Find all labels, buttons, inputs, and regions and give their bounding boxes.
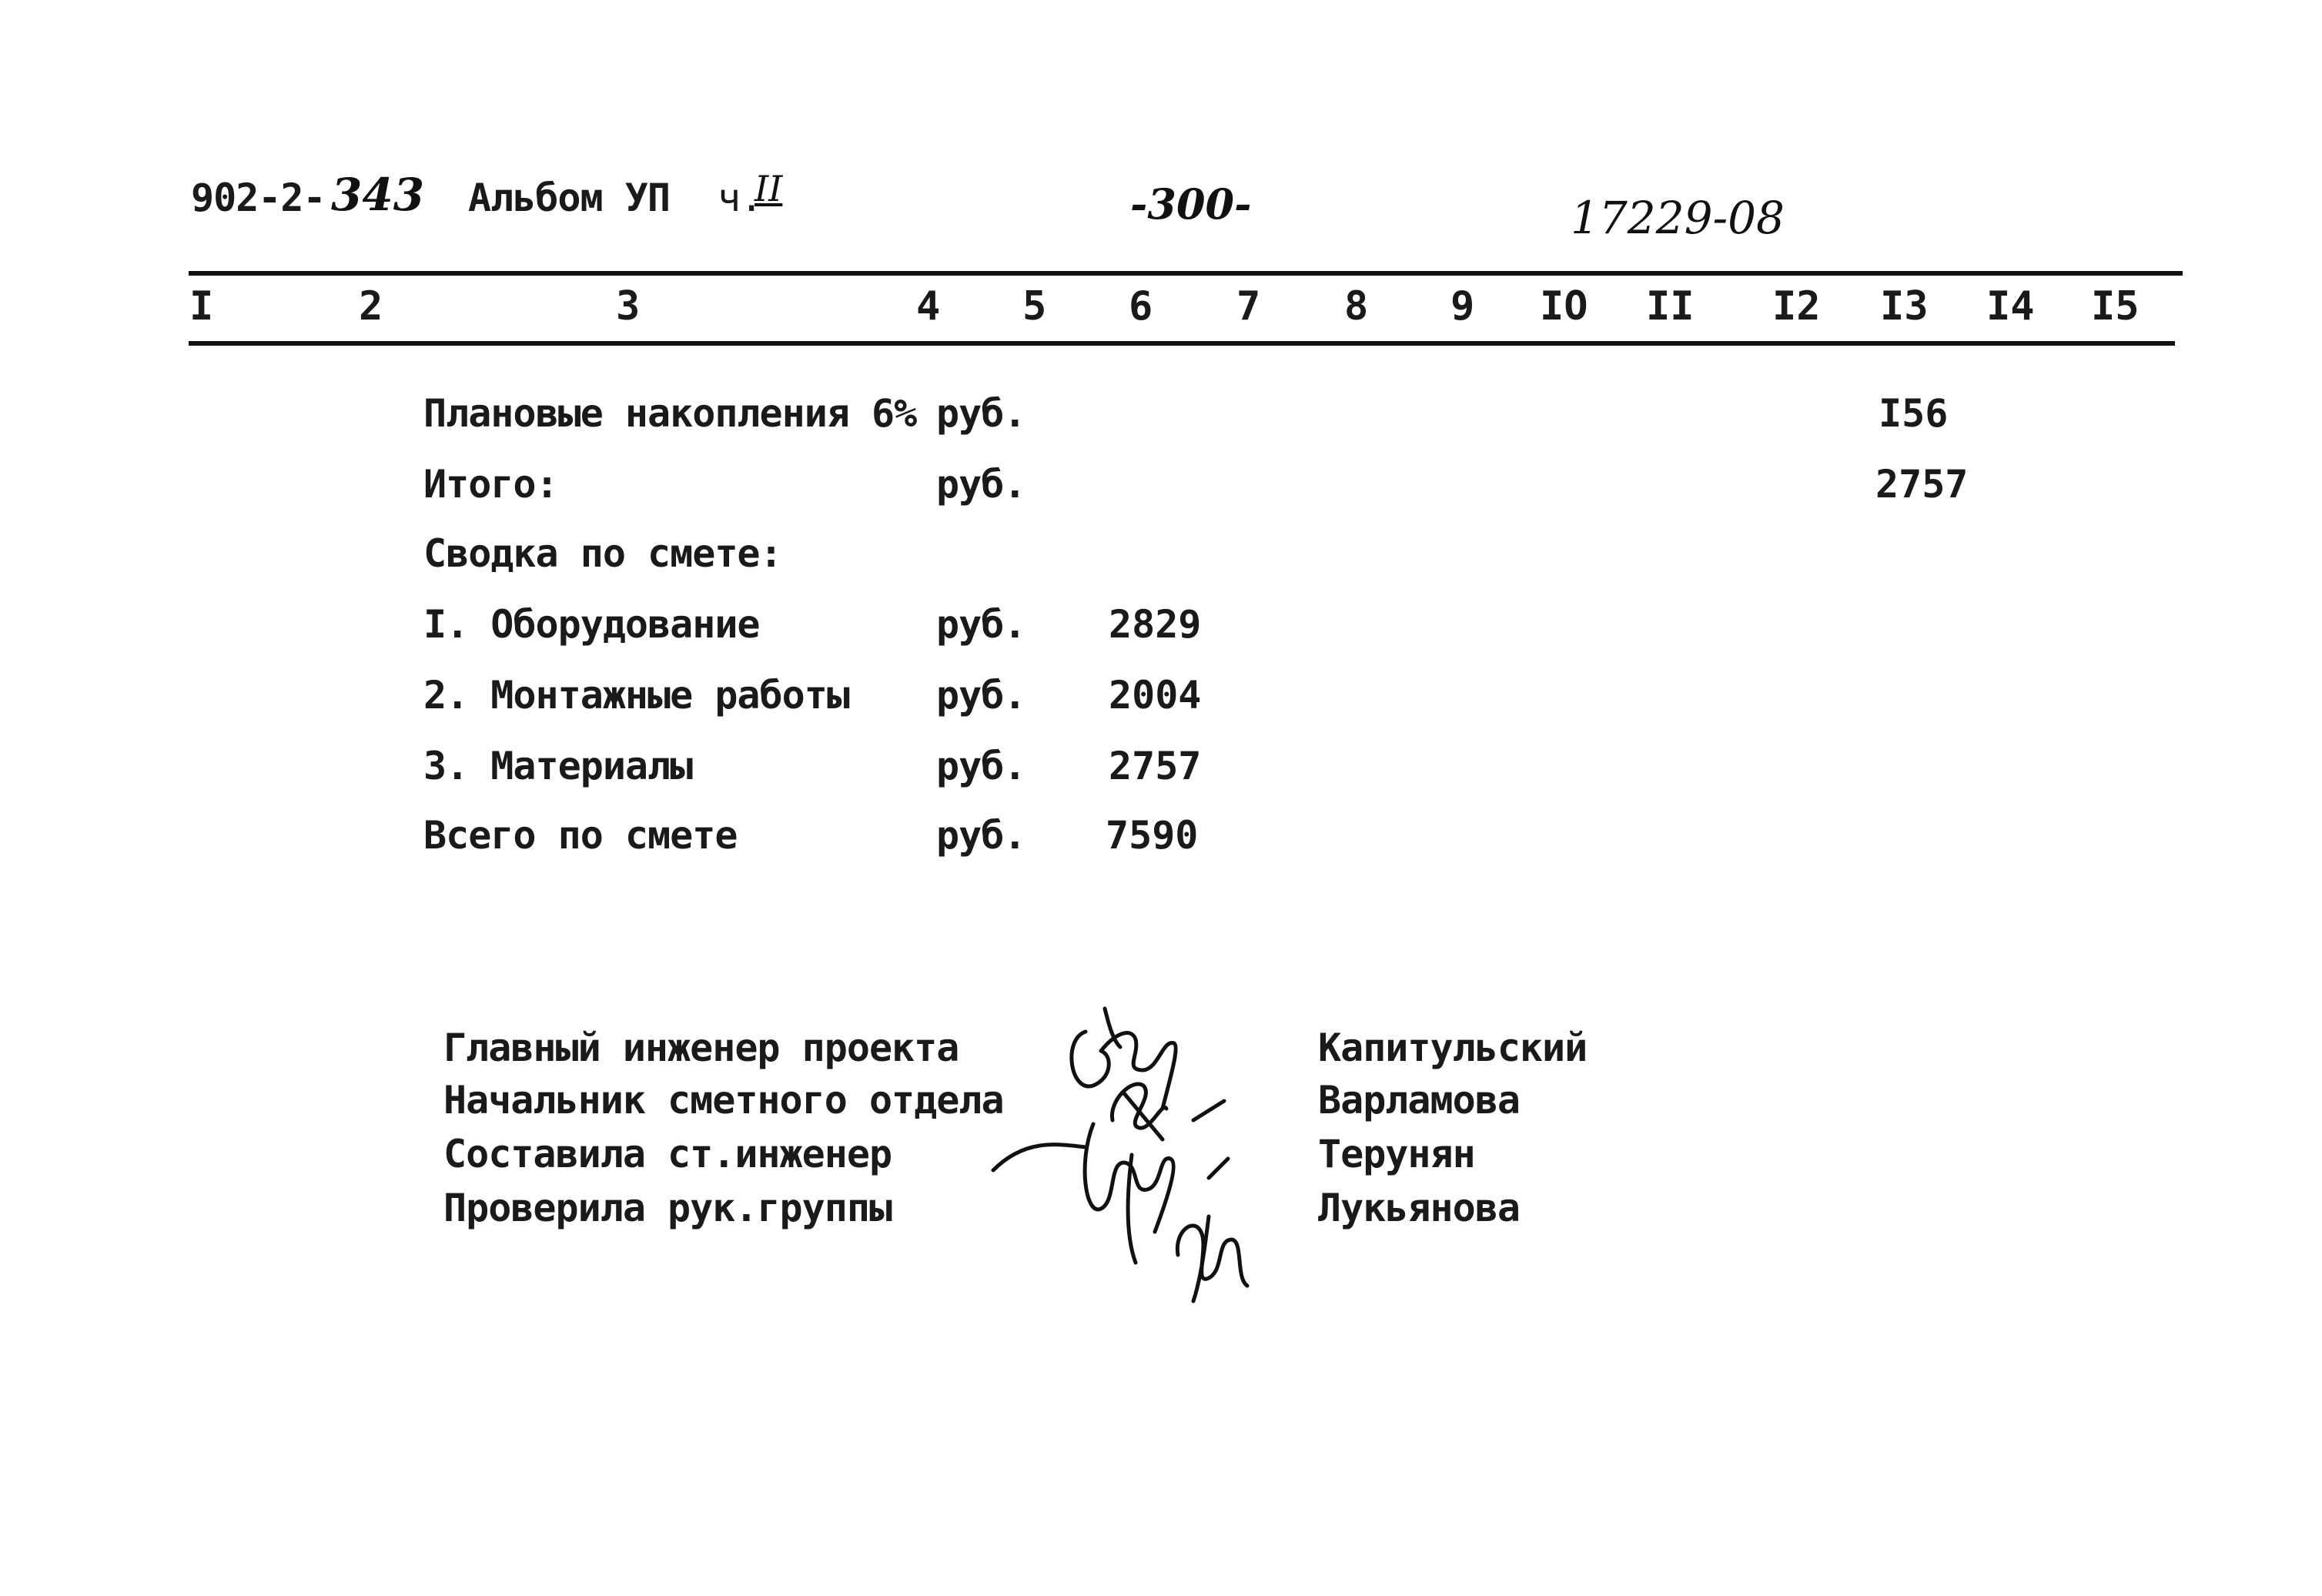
row-col6-value: 2829 — [1109, 602, 1202, 647]
row-unit: руб. — [936, 744, 1026, 788]
column-number: I4 — [1986, 283, 2035, 330]
album-label: Альбом УП — [468, 176, 670, 220]
row-col13-value: I56 — [1879, 391, 1949, 436]
row-name: I. Оборудование — [423, 602, 760, 647]
column-number: 4 — [916, 283, 941, 330]
signatory-name: Терунян — [1318, 1132, 1475, 1176]
handwritten-signatures — [978, 985, 1301, 1309]
row-unit: руб. — [936, 673, 1026, 718]
series-code: 902-2- — [191, 176, 326, 220]
column-number: 5 — [1022, 283, 1047, 330]
signatory-role: Главный инженер проекта — [443, 1026, 959, 1070]
row-name: 3. Материалы — [423, 744, 693, 788]
header-top-rule — [189, 271, 2183, 276]
row-col6-value: 2757 — [1109, 744, 1202, 788]
row-name: Плановые накопления 6% — [423, 391, 917, 436]
row-unit: руб. — [936, 391, 1026, 436]
signatory-role: Проверила рук.группы — [443, 1186, 892, 1230]
document-number-handwritten: 17229-08 — [1571, 192, 1785, 244]
column-number: 9 — [1450, 283, 1475, 330]
column-number: 2 — [359, 283, 383, 330]
column-number: IO — [1540, 283, 1588, 330]
row-name: 2. Монтажные работы — [423, 673, 849, 718]
signatory-name: Лукьянова — [1318, 1186, 1520, 1230]
signatory-name: Капитульский — [1318, 1026, 1588, 1070]
page-number-handwritten: -300- — [1130, 179, 1252, 229]
column-number: 7 — [1236, 283, 1261, 330]
row-col6-value: 7590 — [1106, 813, 1199, 858]
series-handwritten: 343 — [331, 169, 425, 221]
signatory-role: Составила ст.инженер — [443, 1132, 892, 1176]
signatory-role: Начальник сметного отдела — [443, 1078, 1004, 1123]
part-handwritten: II — [754, 168, 783, 209]
column-number: 8 — [1344, 283, 1369, 330]
row-col6-value: 2004 — [1109, 673, 1202, 718]
column-number: II — [1646, 283, 1695, 330]
column-number: I — [189, 283, 214, 330]
column-number: 6 — [1129, 283, 1153, 330]
row-name: Всего по смете — [423, 813, 738, 858]
row-unit: руб. — [936, 813, 1026, 858]
part-prefix: ч. — [718, 176, 763, 220]
row-unit: руб. — [936, 602, 1026, 647]
header-bottom-rule — [189, 341, 2175, 346]
signatory-name: Варламова — [1318, 1078, 1520, 1123]
column-number: I2 — [1772, 283, 1821, 330]
column-number: I5 — [2091, 283, 2140, 330]
column-number: I3 — [1880, 283, 1929, 330]
row-col13-value: 2757 — [1875, 462, 1969, 507]
row-name: Итого: — [423, 462, 558, 507]
row-unit: руб. — [936, 462, 1026, 507]
row-name: Сводка по смете: — [423, 531, 782, 576]
column-number: 3 — [616, 283, 641, 330]
